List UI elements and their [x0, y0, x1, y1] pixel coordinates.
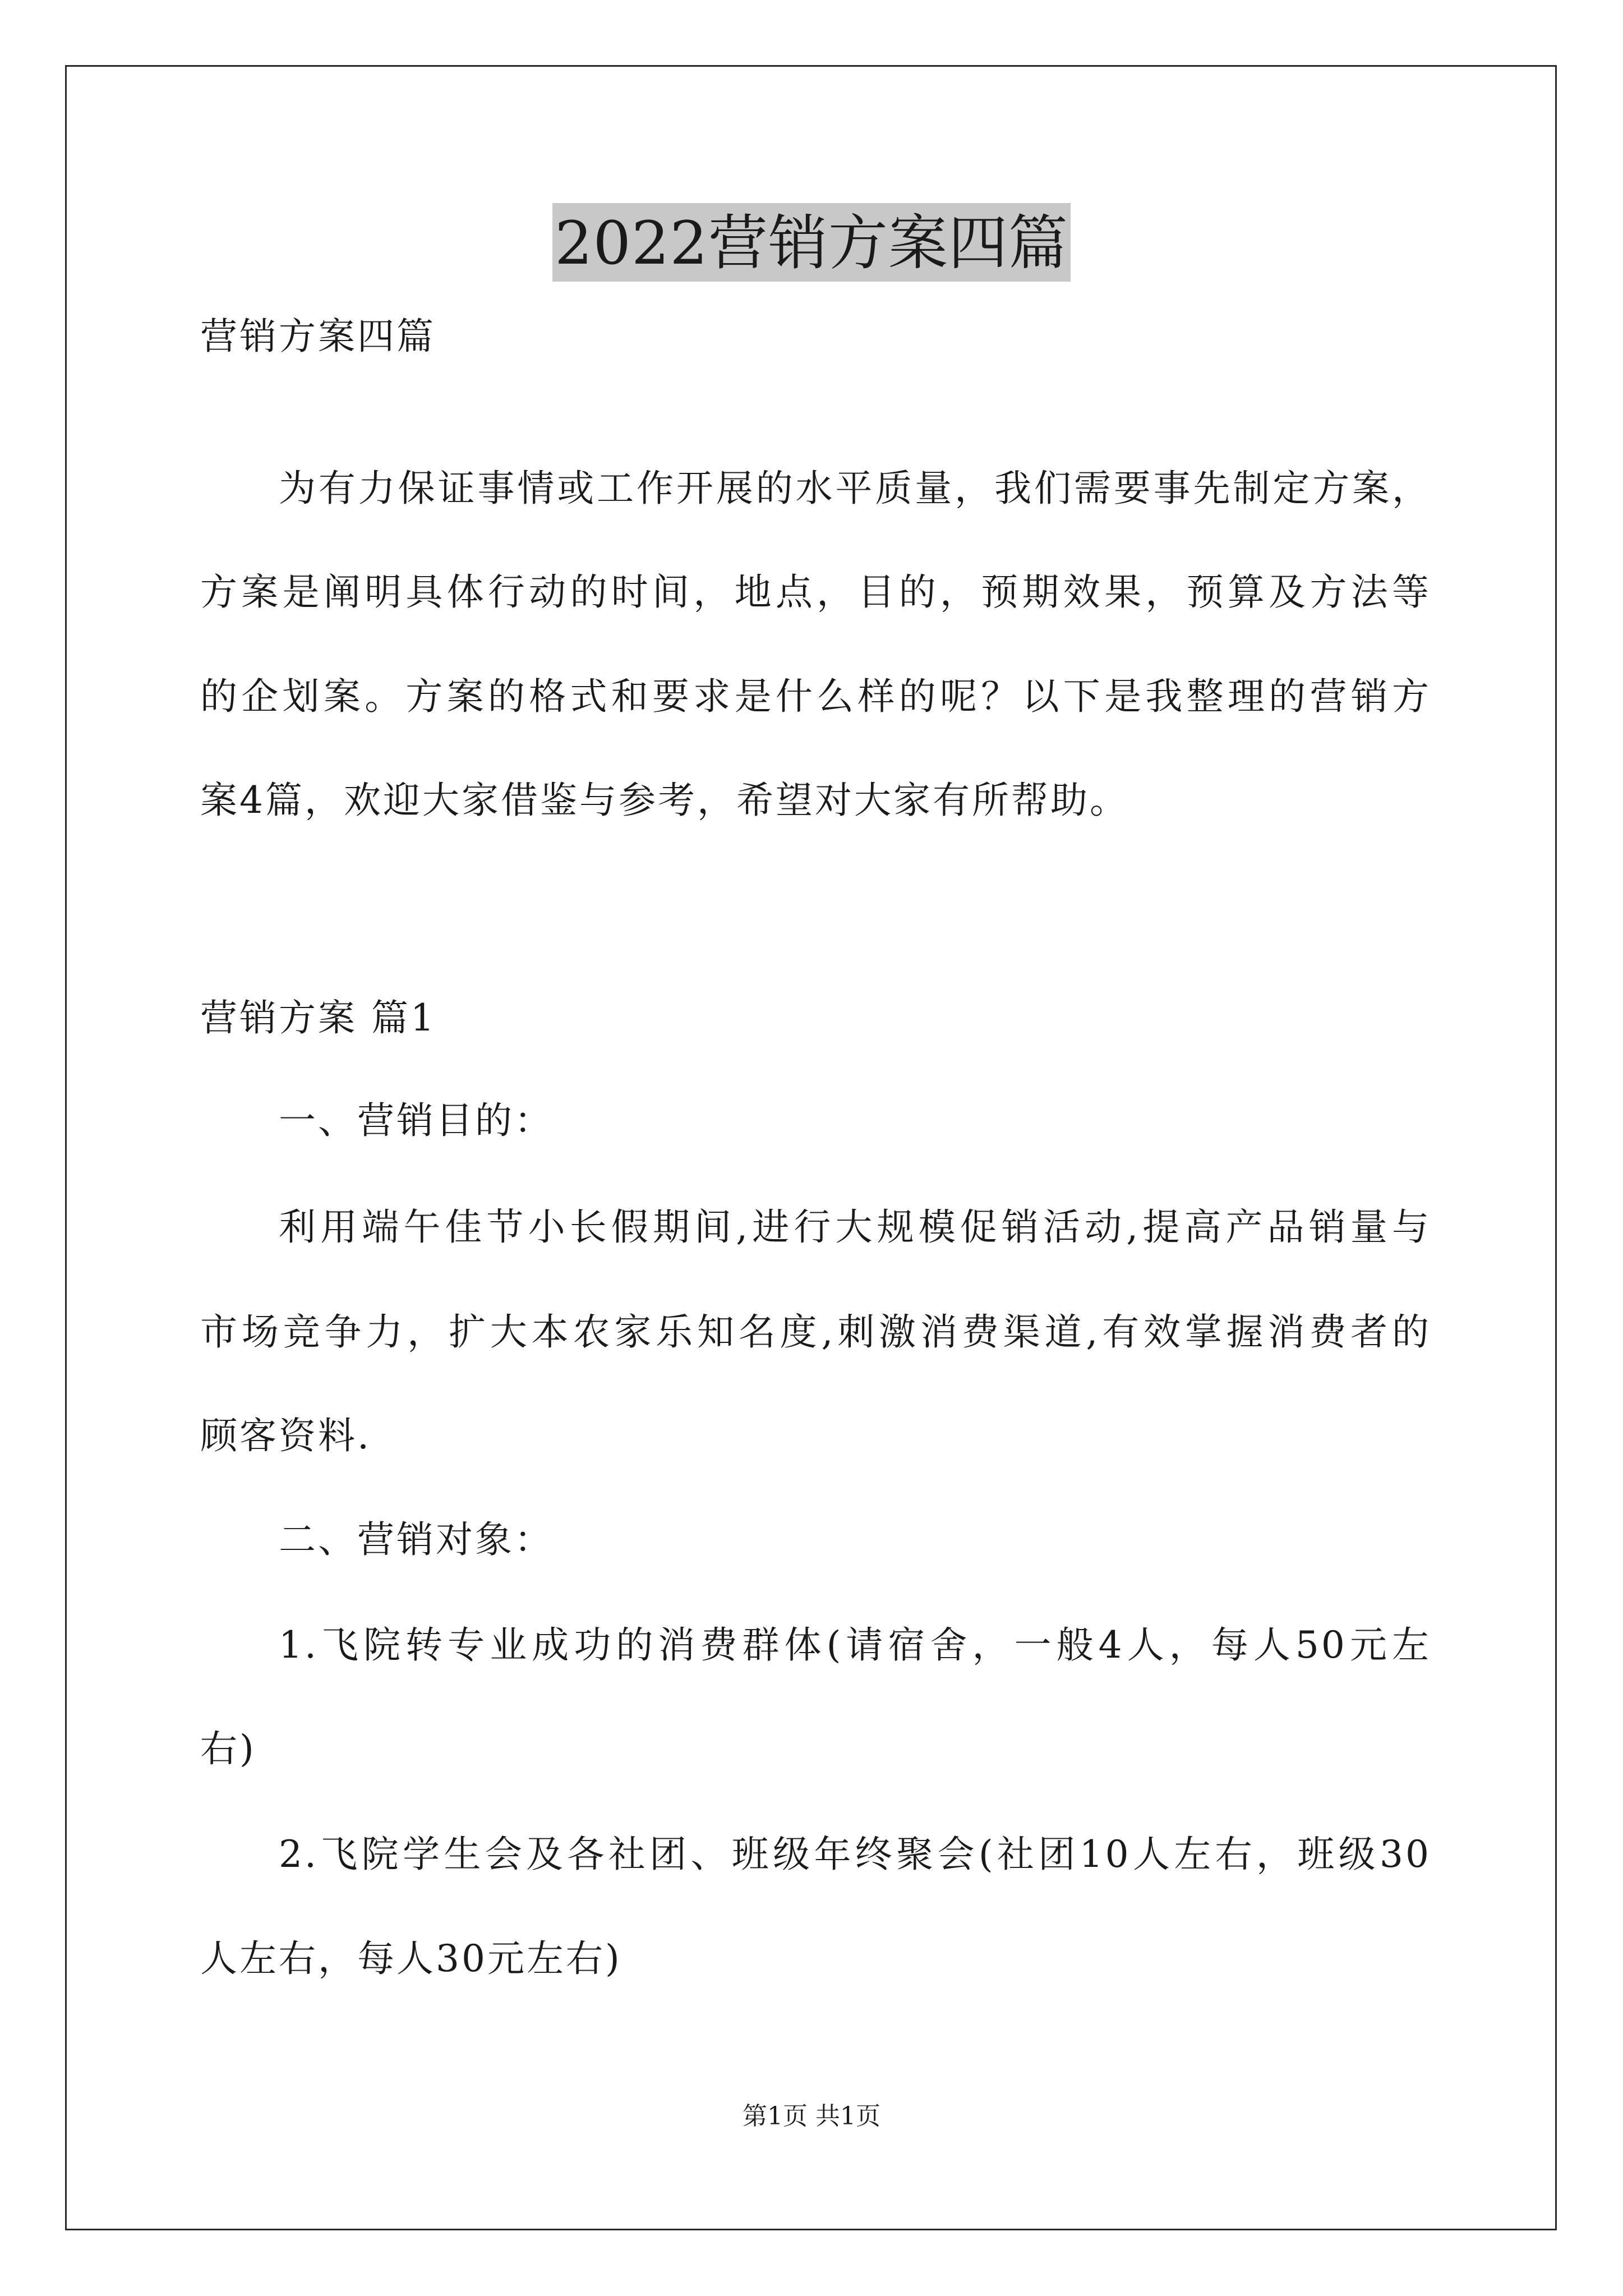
- paragraph-line: 市场竞争力，扩大本农家乐知名度,刺激消费渠道,有效掌握消费者的: [200, 1310, 1431, 1354]
- section-heading: 营销方案 篇1: [200, 996, 436, 1039]
- subtitle-line: 营销方案四篇: [200, 315, 436, 358]
- page-footer: 第1页 共1页: [743, 2102, 880, 2131]
- paragraph-line: 利用端午佳节小长假期间,进行大规模促销活动,提高产品销量与: [279, 1205, 1431, 1249]
- document-title: 2022营销方案四篇: [552, 203, 1071, 282]
- paragraph-line: 顾客资料.: [200, 1414, 371, 1457]
- subheading: 一、营销目的：: [279, 1099, 554, 1142]
- paragraph-line: 方案是阐明具体行动的时间，地点，目的，预期效果，预算及方法等: [200, 570, 1431, 614]
- title-container: [0, 203, 1623, 282]
- paragraph-line: 案4篇，欢迎大家借鉴与参考，希望对大家有所帮助。: [200, 779, 1129, 822]
- page-border: [65, 65, 1557, 2230]
- list-item-line: 2.飞院学生会及各社团、班级年终聚会(社团10人左右，班级30: [279, 1833, 1431, 1876]
- list-item-line: 1.飞院转专业成功的消费群体(请宿舍，一般4人，每人50元左: [279, 1623, 1431, 1667]
- subheading: 二、营销对象：: [279, 1518, 554, 1561]
- paragraph-line: 为有力保证事情或工作开展的水平质量，我们需要事先制定方案，: [279, 467, 1431, 510]
- list-item-line: 右): [200, 1727, 256, 1770]
- paragraph-line: 的企划案。方案的格式和要求是什么样的呢？以下是我整理的营销方: [200, 675, 1431, 718]
- list-item-line: 人左右，每人30元左右): [200, 1937, 622, 1980]
